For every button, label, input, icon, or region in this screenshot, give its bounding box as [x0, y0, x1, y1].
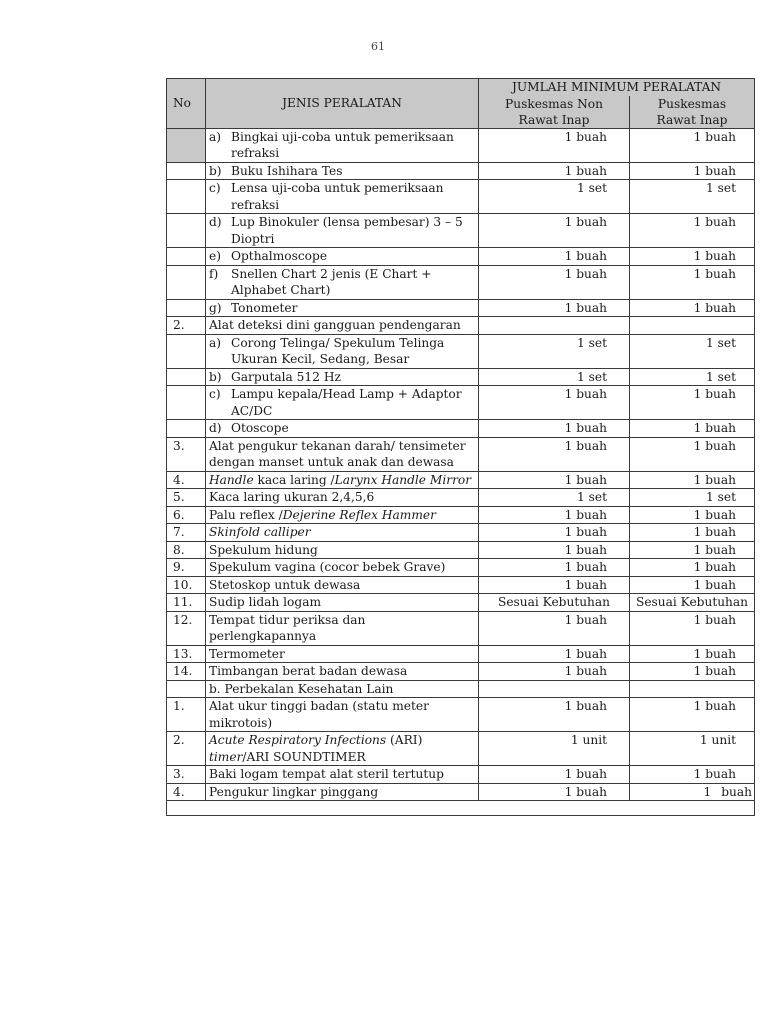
equipment-name: [206, 506, 479, 524]
table-row: [167, 471, 755, 489]
item-text: (ARI): [386, 733, 423, 747]
table-row: [167, 214, 755, 248]
item-letter: c): [209, 387, 221, 401]
item-letter: a): [209, 335, 222, 350]
item-text: Pengukur lingkar pinggang: [209, 784, 379, 799]
qty-non-rawat-inap: 1 buah: [479, 471, 630, 489]
qty-rawat-inap: 1 buah: [630, 162, 755, 180]
item-text: Palu reflex /: [209, 507, 283, 522]
qty-rawat-inap: Sesuai Kebutuhan: [630, 594, 755, 612]
item-text: Tonometer: [231, 300, 298, 315]
row-number: [167, 299, 206, 317]
table-row: [167, 162, 755, 180]
row-number: 5.: [167, 489, 206, 507]
item-text: Baki logam tempat alat steril tertutup: [209, 767, 444, 781]
item-text: Spekulum vagina (cocor bebek Grave): [209, 560, 446, 574]
qty-non-rawat-inap: 1 buah: [479, 437, 630, 471]
item-letter: b): [209, 369, 222, 384]
qty-value: 1: [703, 784, 712, 799]
row-number: [167, 420, 206, 438]
qty-non-rawat-inap: 1 buah: [479, 214, 630, 248]
row-number: [167, 214, 206, 248]
blank-cell: [167, 801, 755, 816]
item-text-italic: timer: [209, 749, 243, 764]
qty-non-rawat-inap: 1 buah: [479, 299, 630, 317]
item-text: /ARI SOUNDTIMER: [242, 749, 366, 764]
item-text: Otoscope: [231, 421, 289, 435]
qty-rawat-inap: 1 buah: [630, 214, 755, 248]
equipment-name: [206, 128, 479, 162]
qty-rawat-inap: [630, 680, 755, 698]
row-number: 14.: [167, 663, 206, 681]
table-row: [167, 248, 755, 266]
table-row: [167, 265, 755, 299]
qty-non-rawat-inap: 1 buah: [479, 541, 630, 559]
row-number: 1.: [167, 698, 206, 732]
qty-non-rawat-inap: 1 buah: [479, 698, 630, 732]
row-number: 4.: [167, 471, 206, 489]
row-number: 12.: [167, 611, 206, 645]
item-letter: b): [209, 163, 222, 178]
row-number: 2.: [167, 317, 206, 335]
item-text: kaca laring /: [253, 472, 335, 487]
table-row: [167, 128, 755, 162]
header-non-line1: Puskesmas Non: [505, 96, 603, 111]
qty-rawat-inap: 1 buah: [630, 506, 755, 524]
equipment-name: [206, 334, 479, 368]
item-text: Lup Binokuler (lensa pembesar) 3 – 5 Dioptri: [231, 215, 463, 246]
item-text: Lensa uji-coba untuk pemeriksaan refraksi: [231, 181, 444, 212]
item-text: Snellen Chart 2 jenis (E Chart + Alphabet Chart): [231, 266, 432, 297]
qty-non-rawat-inap: 1 buah: [479, 576, 630, 594]
table-row: [167, 489, 755, 507]
item-letter: g): [209, 300, 222, 315]
item-text: Timbangan berat badan dewasa: [209, 664, 408, 678]
qty-rawat-inap: 1 buah: [630, 576, 755, 594]
qty-rawat-inap: 1 buah: [630, 559, 755, 577]
qty-rawat-inap: 1 buah: [630, 420, 755, 438]
qty-rawat-inap: 1 set: [630, 334, 755, 368]
equipment-name: [206, 317, 479, 335]
item-text: Alat pengukur tekanan darah/ tensimeter dengan manset untuk anak dan dewasa: [209, 438, 466, 469]
table-row: [167, 368, 755, 386]
qty-non-rawat-inap: 1 set: [479, 334, 630, 368]
qty-non-rawat-inap: [479, 680, 630, 698]
item-text: Corong Telinga/ Spekulum Telinga Ukuran Kecil, Sedang, Besar: [231, 335, 445, 366]
header-non-line2: Rawat Inap: [518, 112, 590, 127]
item-text: Alat deteksi dini gangguan pendengaran: [209, 318, 461, 332]
qty-rawat-inap: 1 buah: [630, 611, 755, 645]
table-row: [167, 386, 755, 420]
table-row: [167, 506, 755, 524]
item-text-italic: Skinfold calliper: [209, 525, 311, 539]
row-number: 9.: [167, 559, 206, 577]
row-number: [167, 248, 206, 266]
item-text-italic: Acute Respiratory Infections: [209, 733, 387, 747]
table-row: [167, 524, 755, 542]
table-row: [167, 437, 755, 471]
header-ri-line2: Rawat Inap: [656, 112, 728, 127]
qty-rawat-inap: [630, 783, 755, 801]
qty-non-rawat-inap: 1 buah: [479, 645, 630, 663]
equipment-name: [206, 611, 479, 645]
qty-unit: buah: [721, 784, 753, 799]
table-row: [167, 576, 755, 594]
equipment-name: [206, 698, 479, 732]
item-text: Alat ukur tinggi badan (statu meter mikrotois): [209, 699, 429, 730]
qty-non-rawat-inap: 1 buah: [479, 611, 630, 645]
row-number: 3.: [167, 766, 206, 784]
item-text: Sudip lidah logam: [209, 595, 322, 609]
qty-non-rawat-inap: [479, 317, 630, 335]
row-number: 10.: [167, 576, 206, 594]
row-number: 8.: [167, 541, 206, 559]
equipment-name: [206, 732, 479, 766]
item-text: Garputala 512 Hz: [231, 369, 341, 384]
equipment-name: [206, 214, 479, 248]
table-row: [167, 645, 755, 663]
qty-rawat-inap: 1 buah: [630, 299, 755, 317]
qty-non-rawat-inap: 1 buah: [479, 506, 630, 524]
table-row: [167, 732, 755, 766]
row-number: [167, 680, 206, 698]
table-row: [167, 663, 755, 681]
equipment-name: [206, 420, 479, 438]
header-jumlah-minimum: JUMLAH MINIMUM PERALATAN: [479, 79, 755, 96]
table-header-row: [167, 79, 755, 96]
item-text-italic: Handle: [209, 472, 254, 487]
item-text: Kaca laring ukuran 2,4,5,6: [209, 490, 375, 504]
equipment-name: [206, 559, 479, 577]
equipment-name: [206, 541, 479, 559]
qty-rawat-inap: 1 buah: [630, 541, 755, 559]
row-number: [167, 180, 206, 214]
qty-rawat-inap: 1 set: [630, 368, 755, 386]
equipment-table: [166, 78, 755, 816]
qty-rawat-inap: 1 buah: [630, 698, 755, 732]
table-row: [167, 334, 755, 368]
equipment-name: [206, 386, 479, 420]
table-row: [167, 611, 755, 645]
header-no: No: [167, 79, 206, 129]
header-puskesmas-rawat-inap: [630, 96, 755, 129]
row-number: [167, 128, 206, 162]
equipment-name: [206, 471, 479, 489]
row-number: [167, 334, 206, 368]
item-text: Stetoskop untuk dewasa: [209, 577, 361, 592]
qty-rawat-inap: 1 buah: [630, 386, 755, 420]
row-number: [167, 265, 206, 299]
qty-rawat-inap: 1 buah: [630, 766, 755, 784]
equipment-name: [206, 766, 479, 784]
qty-non-rawat-inap: 1 set: [479, 489, 630, 507]
table-row: [167, 541, 755, 559]
row-number: 6.: [167, 506, 206, 524]
item-text: Lampu kepala/Head Lamp + Adaptor AC/DC: [231, 387, 462, 418]
equipment-name: [206, 524, 479, 542]
qty-non-rawat-inap: 1 buah: [479, 386, 630, 420]
qty-rawat-inap: 1 buah: [630, 248, 755, 266]
qty-rawat-inap: 1 buah: [630, 128, 755, 162]
qty-non-rawat-inap: 1 buah: [479, 128, 630, 162]
equipment-name: [206, 180, 479, 214]
row-number: 7.: [167, 524, 206, 542]
qty-non-rawat-inap: 1 buah: [479, 559, 630, 577]
qty-rawat-inap: 1 unit: [630, 732, 755, 766]
row-number: 2.: [167, 732, 206, 766]
item-text: Tempat tidur periksa dan perlengkapannya: [209, 612, 366, 643]
item-text-italic: Dejerine Reflex Hammer: [282, 507, 436, 522]
table-row-blank: [167, 801, 755, 816]
header-jenis-peralatan: JENIS PERALATAN: [206, 79, 479, 129]
qty-non-rawat-inap: 1 buah: [479, 265, 630, 299]
qty-non-rawat-inap: 1 set: [479, 180, 630, 214]
row-number: 3.: [167, 437, 206, 471]
qty-non-rawat-inap: 1 buah: [479, 766, 630, 784]
qty-rawat-inap: [630, 317, 755, 335]
row-number: 11.: [167, 594, 206, 612]
table-row: [167, 420, 755, 438]
qty-rawat-inap: 1 buah: [630, 524, 755, 542]
row-number: [167, 368, 206, 386]
qty-rawat-inap: 1 set: [630, 489, 755, 507]
item-letter: d): [209, 421, 222, 435]
table-row: [167, 766, 755, 784]
qty-non-rawat-inap: 1 buah: [479, 663, 630, 681]
equipment-name: [206, 594, 479, 612]
equipment-name: [206, 576, 479, 594]
page-number: 61: [371, 40, 385, 53]
table-row: [167, 680, 755, 698]
row-number: 4.: [167, 783, 206, 801]
equipment-name: [206, 663, 479, 681]
item-letter: c): [209, 181, 221, 195]
qty-rawat-inap: 1 buah: [630, 663, 755, 681]
table-row: [167, 594, 755, 612]
item-letter: e): [209, 249, 221, 263]
qty-non-rawat-inap: 1 buah: [479, 783, 630, 801]
item-letter: a): [209, 129, 222, 144]
qty-non-rawat-inap: 1 unit: [479, 732, 630, 766]
item-text: Termometer: [209, 646, 285, 661]
qty-rawat-inap: 1 buah: [630, 471, 755, 489]
equipment-name: [206, 162, 479, 180]
table-row: [167, 299, 755, 317]
header-puskesmas-non-rawat-inap: [479, 96, 630, 129]
qty-non-rawat-inap: 1 buah: [479, 524, 630, 542]
equipment-name: [206, 783, 479, 801]
qty-rawat-inap: 1 buah: [630, 645, 755, 663]
header-ri-line1: Puskesmas: [657, 96, 727, 111]
equipment-name: [206, 680, 479, 698]
equipment-name: [206, 248, 479, 266]
qty-non-rawat-inap: Sesuai Kebutuhan: [479, 594, 630, 612]
item-text-italic: Larynx Handle Mirror: [334, 472, 472, 487]
qty-rawat-inap: 1 buah: [630, 265, 755, 299]
equipment-name: [206, 368, 479, 386]
equipment-name: [206, 437, 479, 471]
equipment-name: [206, 489, 479, 507]
table-row: [167, 698, 755, 732]
item-text: Spekulum hidung: [209, 542, 318, 557]
table-row: [167, 783, 755, 801]
item-text: Buku Ishihara Tes: [231, 163, 343, 178]
item-letter: f): [209, 266, 219, 281]
qty-non-rawat-inap: 1 buah: [479, 420, 630, 438]
table-row: [167, 180, 755, 214]
table-body: [167, 128, 755, 816]
section-title: b. Perbekalan Kesehatan Lain: [209, 681, 394, 696]
qty-non-rawat-inap: 1 buah: [479, 162, 630, 180]
table-row: [167, 559, 755, 577]
qty-rawat-inap: 1 set: [630, 180, 755, 214]
qty-rawat-inap: 1 buah: [630, 437, 755, 471]
row-number: 13.: [167, 645, 206, 663]
row-number: [167, 162, 206, 180]
equipment-name: [206, 265, 479, 299]
row-number: [167, 386, 206, 420]
table-row: [167, 317, 755, 335]
qty-non-rawat-inap: 1 set: [479, 368, 630, 386]
equipment-name: [206, 299, 479, 317]
item-text: Bingkai uji-coba untuk pemeriksaan refraksi: [231, 129, 454, 160]
equipment-name: [206, 645, 479, 663]
qty-non-rawat-inap: 1 buah: [479, 248, 630, 266]
item-text: Opthalmoscope: [231, 249, 328, 263]
item-letter: d): [209, 215, 222, 229]
